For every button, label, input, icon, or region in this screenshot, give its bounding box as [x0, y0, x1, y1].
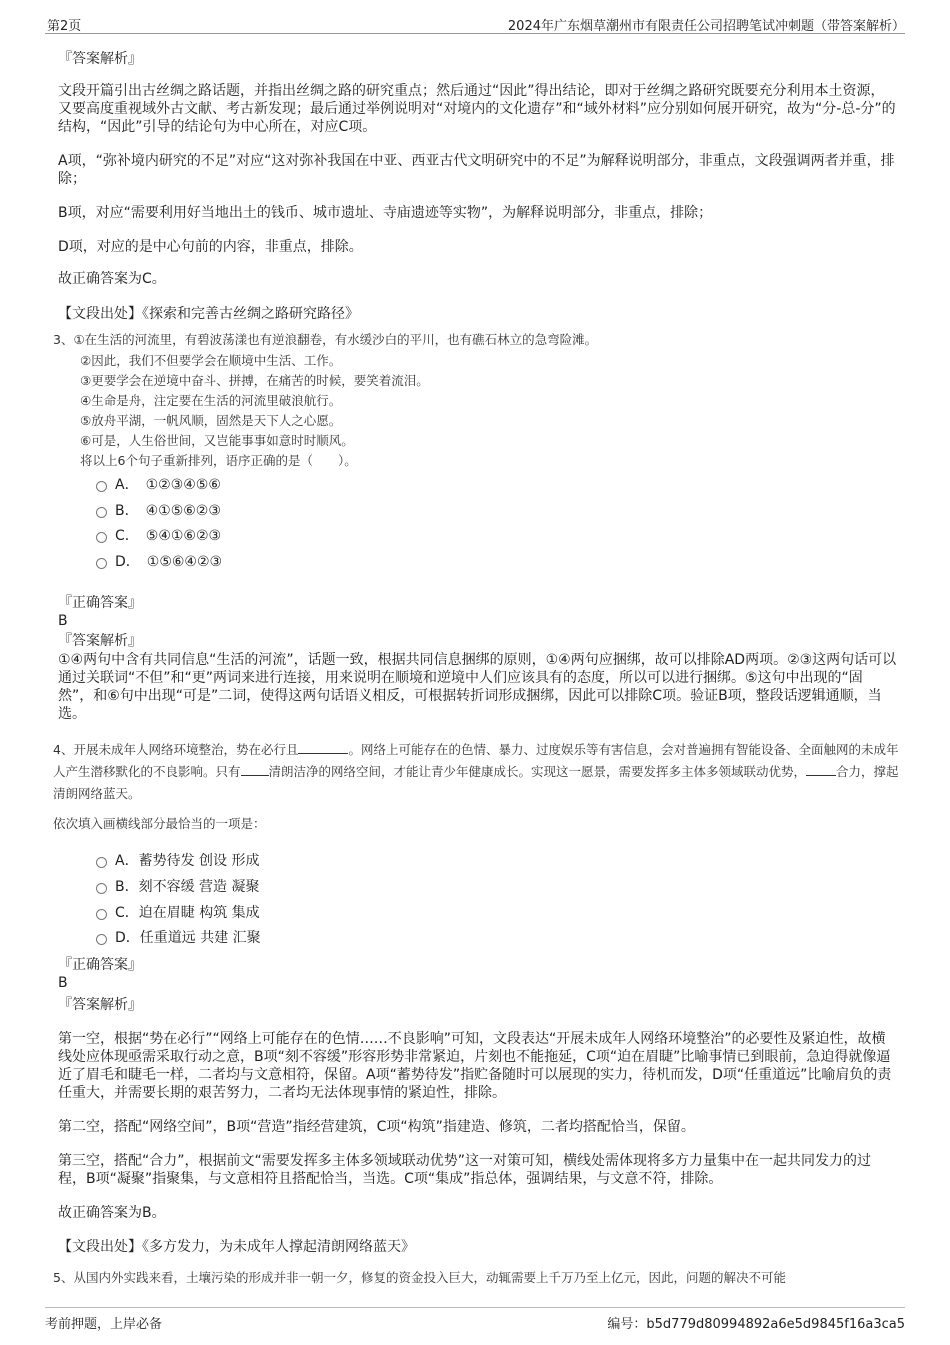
q3-sentence-3: ③更要学会在逆境中奋斗、拼搏，在痛苦的时候，要笑着流泪。 [80, 373, 429, 388]
q3-option-b[interactable]: B． ④①⑤⑥②③ [96, 500, 221, 520]
q3-stem: 3、①在生活的河流里，有碧波荡漾也有逆浪翻卷，有水缓沙白的平川，也有礁石林立的急弯险滩。 [53, 332, 598, 347]
q4-source: 【文段出处】《多方发力，为未成年人撑起清朗网络蓝天》 [58, 1239, 415, 1255]
q3-option-c[interactable]: C． ⑤④①⑥②③ [96, 525, 221, 545]
radio-icon[interactable] [96, 558, 107, 569]
radio-icon[interactable] [96, 481, 107, 492]
radio-icon[interactable] [96, 507, 107, 518]
q5-stem: 5、从国内外实践来看，土壤污染的形成并非一朝一夕，修复的资金投入巨大，动辄需要上千万乃至上亿元，因此，问题的解决不可能 [53, 1270, 786, 1285]
q4-analysis-label: 『答案解析』 [58, 997, 142, 1013]
q3-sentence-4: ④生命是舟，注定要在生活的河流里破浪航行。 [80, 393, 342, 408]
q3-option-d[interactable]: D． ①⑤⑥④②③ [96, 551, 222, 571]
footer-slogan: 考前押题，上岸必备 [45, 1317, 163, 1332]
radio-icon[interactable] [96, 532, 107, 543]
radio-icon[interactable] [96, 934, 107, 945]
document-title: 2024年广东烟草潮州市有限责任公司招聘笔试冲刺题（带答案解析） [507, 19, 905, 34]
page-number: 第2页 [47, 19, 82, 34]
q4-option-b[interactable]: B．刻不容缓 营造 凝聚 [96, 876, 260, 896]
q2-analysis-p1: 文段开篇引出古丝绸之路话题，并指出丝绸之路的研究重点；然后通过“因此”得出结论，即对于丝绸之路研究既要充分利用本土资源，又要高度重视域外古文献、考古新发现；最后通过举例说明对“对境内的文化遗存”和“域外材料”应分别如何展开研究，故为“分-总-分”的结构，“因此”引导的结论句为中心所在，对应C项。 [58, 83, 896, 135]
q3-answer: B [58, 613, 68, 629]
q3-sentence-6: ⑥可是，人生俗世间，又岂能事事如意时时顺风。 [80, 433, 354, 448]
radio-icon[interactable] [96, 883, 107, 894]
q3-correct-label: 『正确答案』 [58, 595, 142, 611]
q3-sentence-5: ⑤放舟平湖，一帆风顺，固然是天下人之心愿。 [80, 413, 342, 428]
q4-option-c[interactable]: C．迫在眉睫 构筑 集成 [96, 902, 260, 922]
radio-icon[interactable] [96, 909, 107, 920]
q2-source: 【文段出处】《探索和完善古丝绸之路研究路径》 [58, 306, 359, 322]
q3-analysis: ①④两句中含有共同信息“生活的河流”，话题一致，根据共同信息捆绑的原则，①④两句应捆绑，故可以排除AD两项。②③这两句话可以通过关联词“不但”和“更”两词来进行连接，用来说明在顺境和逆境中人们应该具有的态度，所以可以进行捆绑。⑤这句中出现的“固然”，和⑥句中出现“可是”二词，使得这两句话语义相反，可根据转折词形成捆绑，因此可以排除C项。验证B项，整段话逻辑通顺，当选。 [58, 652, 897, 722]
q4-analysis-p4: 故正确答案为B。 [58, 1205, 166, 1221]
q2-analysis-p2: A项，“弥补境内研究的不足”对应“这对弥补我国在中亚、西亚古代文明研究中的不足”为解释说明部分，非重点，文段强调两者并重，排除； [58, 153, 895, 187]
q4-option-d[interactable]: D．任重道远 共建 汇聚 [96, 927, 261, 947]
q2-analysis-label: 『答案解析』 [58, 51, 142, 67]
footer-divider [45, 1307, 905, 1308]
q4-analysis-p1: 第一空，根据“势在必行”“网络上可能存在的色情……不良影响”可知，文段表达“开展未成年人网络环境整治”的必要性及紧迫性，故横线处应体现亟需采取行动之意，B项“刻不容缓”形容形势非常紧迫，片刻也不能拖延，C项“迫在眉睫”比喻事情已到眼前，急迫得就像逼近了眉毛和睫毛一样，二者均与文意相符，保留。A项“蓄势待发”指贮备随时可以展现的实力，待机而发，D项“任重道远”比喻肩负的责任重大，并需要长期的艰苦努力，二者均无法体现事情的紧迫性，排除。 [58, 1031, 892, 1101]
q2-analysis-p4: D项，对应的是中心句前的内容，非重点，排除。 [58, 239, 363, 255]
q3-option-a[interactable]: A． ①②③④⑤⑥ [96, 474, 221, 494]
q3-analysis-label: 『答案解析』 [58, 633, 142, 649]
radio-icon[interactable] [96, 857, 107, 868]
header-divider [45, 33, 905, 34]
q4-analysis-p3: 第三空，搭配“合力”，根据前文“需要发挥多主体多领域联动优势”这一对策可知，横线处需体现将多方力量集中在一起共同发力的过程，B项“凝聚”指聚集，与文意相符且搭配恰当，当选。C项“集成”指总体，强调结果，与文意不符，排除。 [58, 1153, 872, 1187]
q2-answer-line: 故正确答案为C。 [58, 271, 166, 287]
q4-analysis-p2: 第二空，搭配“网络空间”，B项“营造”指经营建筑，C项“构筑”指建造、修筑，二者均搭配恰当，保留。 [58, 1119, 695, 1135]
q4-question: 依次填入画横线部分最恰当的一项是： [53, 816, 266, 831]
q4-option-a[interactable]: A．蓄势待发 创设 形成 [96, 850, 259, 870]
q2-analysis-p3: B项，对应“需要利用好当地出土的钱币、城市遗址、寺庙遗迹等实物”，为解释说明部分，非重点，排除； [58, 205, 713, 221]
q3-sentence-2: ②因此，我们不但要学会在顺境中生活、工作。 [80, 353, 342, 368]
document-id: 编号：b5d779d80994892a6e5d9845f16a3ca5 [607, 1317, 905, 1332]
q4-correct-label: 『正确答案』 [58, 957, 142, 973]
q3-question: 将以上6个句子重新排列，语序正确的是（ ）。 [80, 453, 357, 468]
q4-answer: B [58, 975, 68, 991]
q4-stem: 4、开展未成年人网络环境整治，势在必行且 。网络上可能存在的色情、暴力、过度娱乐等有害信息，会对普遍拥有智能设备、全面触网的未成年人产生潜移默化的不良影响。只有 清朗洁净的网络空间，才能让青少年健康成长。实现这一愿景，需要发挥多主体多领域联动优势， 合力，撑起清朗网络蓝天。 [53, 742, 899, 801]
